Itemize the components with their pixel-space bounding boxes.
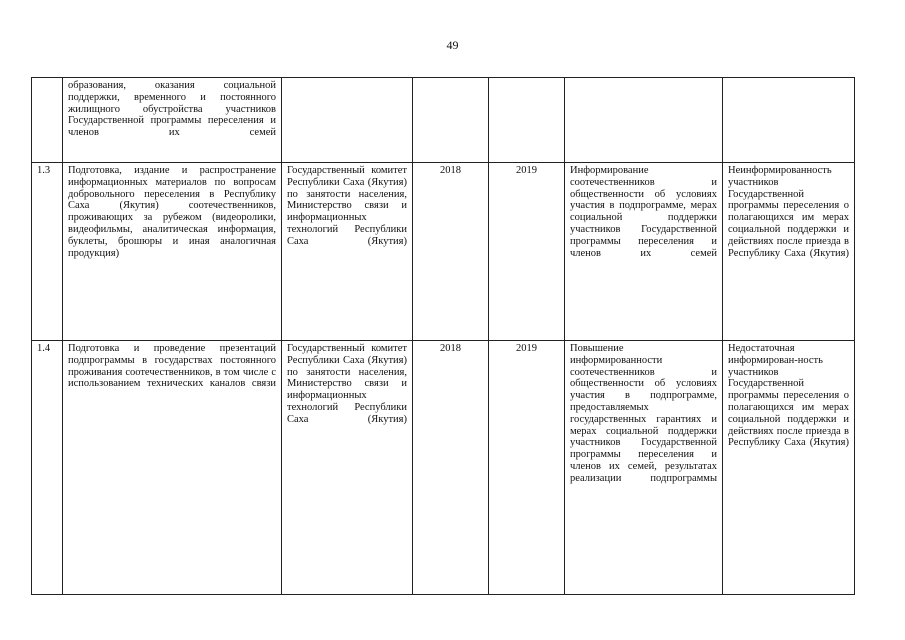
table-row (32, 163, 855, 341)
executor-cell (282, 78, 413, 163)
page-number: 49 (446, 38, 459, 52)
consequence-cell: Недостаточная информирован-ность участников Государственной программы переселения о полагающихся им мерах социальной поддержки и действиях после приезда в Республику Саха (Якутия) (723, 341, 855, 595)
row-number-cell: 1.3 (32, 163, 63, 341)
expected-result-cell: Повышение информированности соотечественников и общественности об условиях участия в подпрограмме, предоставляемых государственных гарантиях и мерах социальной поддержки участников Государственной программы переселения и членов их семей, результатах реализации подпрограммы (565, 341, 723, 595)
expected-result-cell (565, 78, 723, 163)
event-cell: Подготовка и проведение презентаций подпрограммы в государствах постоянного проживания соотечественников, в том числе с использованием технических каналов связи (63, 341, 282, 595)
consequence-cell (723, 78, 855, 163)
event-cell: Подготовка, издание и распространение информационных материалов по вопросам добровольного переселения в Республику Саха (Якутия) соотечественников, проживающих за рубежом (видеоролики, видеофильмы, аналитическая информация, буклеты, брошюры и иная аналогичная продукция) (63, 163, 282, 341)
expected-result-cell: Информирование соотечественников и общественности об условиях участия в подпрограмме, мерах социальной поддержки участников Государственной программы переселения и членов их семей (565, 163, 723, 341)
measures-table (31, 77, 855, 595)
table-row (32, 78, 855, 163)
end-year-cell: 2019 (489, 163, 565, 341)
start-year-cell: 2018 (413, 163, 489, 341)
start-year-cell: 2018 (413, 341, 489, 595)
executor-cell: Государственный комитет Республики Саха (Якутия) по занятости населения, Министерство связи и информационных технологий Республики Саха (Якутия) (282, 341, 413, 595)
end-year-cell (489, 78, 565, 163)
row-number-cell: 1.4 (32, 341, 63, 595)
start-year-cell (413, 78, 489, 163)
end-year-cell: 2019 (489, 341, 565, 595)
row-number-cell (32, 78, 63, 163)
executor-cell: Государственный комитет Республики Саха (Якутия) по занятости населения, Министерство связи и информационных технологий Республики Саха (Якутия) (282, 163, 413, 341)
consequence-cell: Неинформированность участников Государственной программы переселения о полагающихся им мерах социальной поддержки и действиях после приезда в Республику Саха (Якутия) (723, 163, 855, 341)
table-row (32, 341, 855, 595)
event-cell: образования, оказания социальной поддержки, временного и постоянного жилищного обустройства участников Государственной программы переселения и членов их семей (63, 78, 282, 163)
